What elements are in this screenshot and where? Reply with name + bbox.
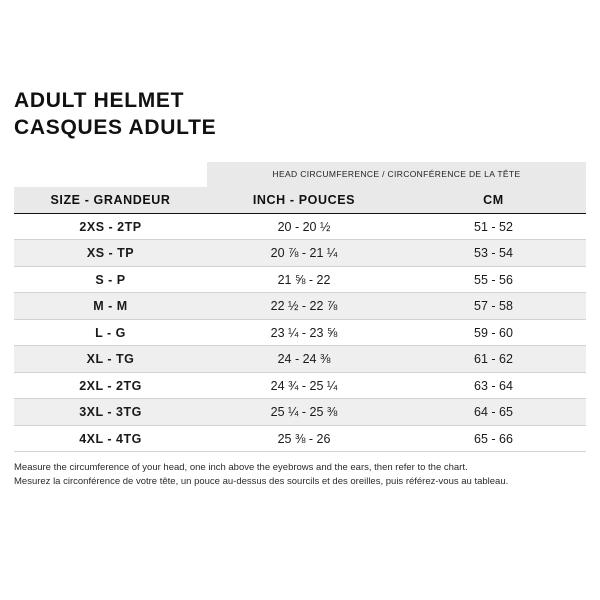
- size-chart-table: [14, 162, 586, 453]
- table-row: [14, 293, 586, 320]
- cell-size: M - M: [14, 293, 207, 320]
- cell-inch: 24 - 24 ⅜: [207, 346, 401, 373]
- instruction-french: Mesurez la circonférence de votre tête, un pouce au-dessus des sourcils et des oreilles, puis référez-vous au tableau.: [14, 476, 509, 488]
- instruction-english: Measure the circumference of your head, one inch above the eyebrows and the ears, then refer to the chart.: [14, 462, 468, 474]
- table-header-row: [14, 187, 586, 214]
- table-row: [14, 266, 586, 293]
- cell-inch: 20 - 20 ½: [207, 213, 401, 240]
- cell-cm: 59 - 60: [401, 319, 586, 346]
- cell-size: 4XL - 4TG: [14, 425, 207, 452]
- cell-cm: 63 - 64: [401, 372, 586, 399]
- cell-cm: 55 - 56: [401, 266, 586, 293]
- cell-size: XL - TG: [14, 346, 207, 373]
- measurement-instructions: [14, 461, 586, 489]
- table-row: [14, 425, 586, 452]
- table-row: [14, 319, 586, 346]
- title-line-french: CASQUES ADULTE: [14, 115, 217, 139]
- cell-size: XS - TP: [14, 240, 207, 267]
- cell-inch: 21 ⅝ - 22: [207, 266, 401, 293]
- cell-size: L - G: [14, 319, 207, 346]
- cell-inch: 25 ⅜ - 26: [207, 425, 401, 452]
- header-head-circumference: HEAD CIRCUMFERENCE / CIRCONFÉRENCE DE LA TÊTE: [207, 162, 586, 187]
- cell-cm: 57 - 58: [401, 293, 586, 320]
- header-spacer: [14, 162, 207, 187]
- column-header-size: SIZE - GRANDEUR: [14, 187, 207, 214]
- cell-size: 3XL - 3TG: [14, 399, 207, 426]
- table-header-span-row: [14, 162, 586, 187]
- cell-cm: 65 - 66: [401, 425, 586, 452]
- table-row: [14, 399, 586, 426]
- table-row: [14, 346, 586, 373]
- cell-inch: 22 ½ - 22 ⅞: [207, 293, 401, 320]
- table-row: [14, 213, 586, 240]
- cell-cm: 53 - 54: [401, 240, 586, 267]
- cell-inch: 20 ⅞ - 21 ¼: [207, 240, 401, 267]
- cell-cm: 61 - 62: [401, 346, 586, 373]
- title-line-english: ADULT HELMET: [14, 89, 185, 112]
- column-header-inch: INCH - POUCES: [207, 187, 401, 214]
- cell-inch: 25 ¼ - 25 ⅜: [207, 399, 401, 426]
- table-row: [14, 240, 586, 267]
- table-body: [14, 213, 586, 452]
- page-title: [14, 88, 586, 142]
- cell-inch: 23 ¼ - 23 ⅝: [207, 319, 401, 346]
- cell-size: 2XS - 2TP: [14, 213, 207, 240]
- cell-size: 2XL - 2TG: [14, 372, 207, 399]
- cell-cm: 64 - 65: [401, 399, 586, 426]
- cell-size: S - P: [14, 266, 207, 293]
- cell-inch: 24 ¾ - 25 ¼: [207, 372, 401, 399]
- column-header-cm: CM: [401, 187, 586, 214]
- table-row: [14, 372, 586, 399]
- cell-cm: 51 - 52: [401, 213, 586, 240]
